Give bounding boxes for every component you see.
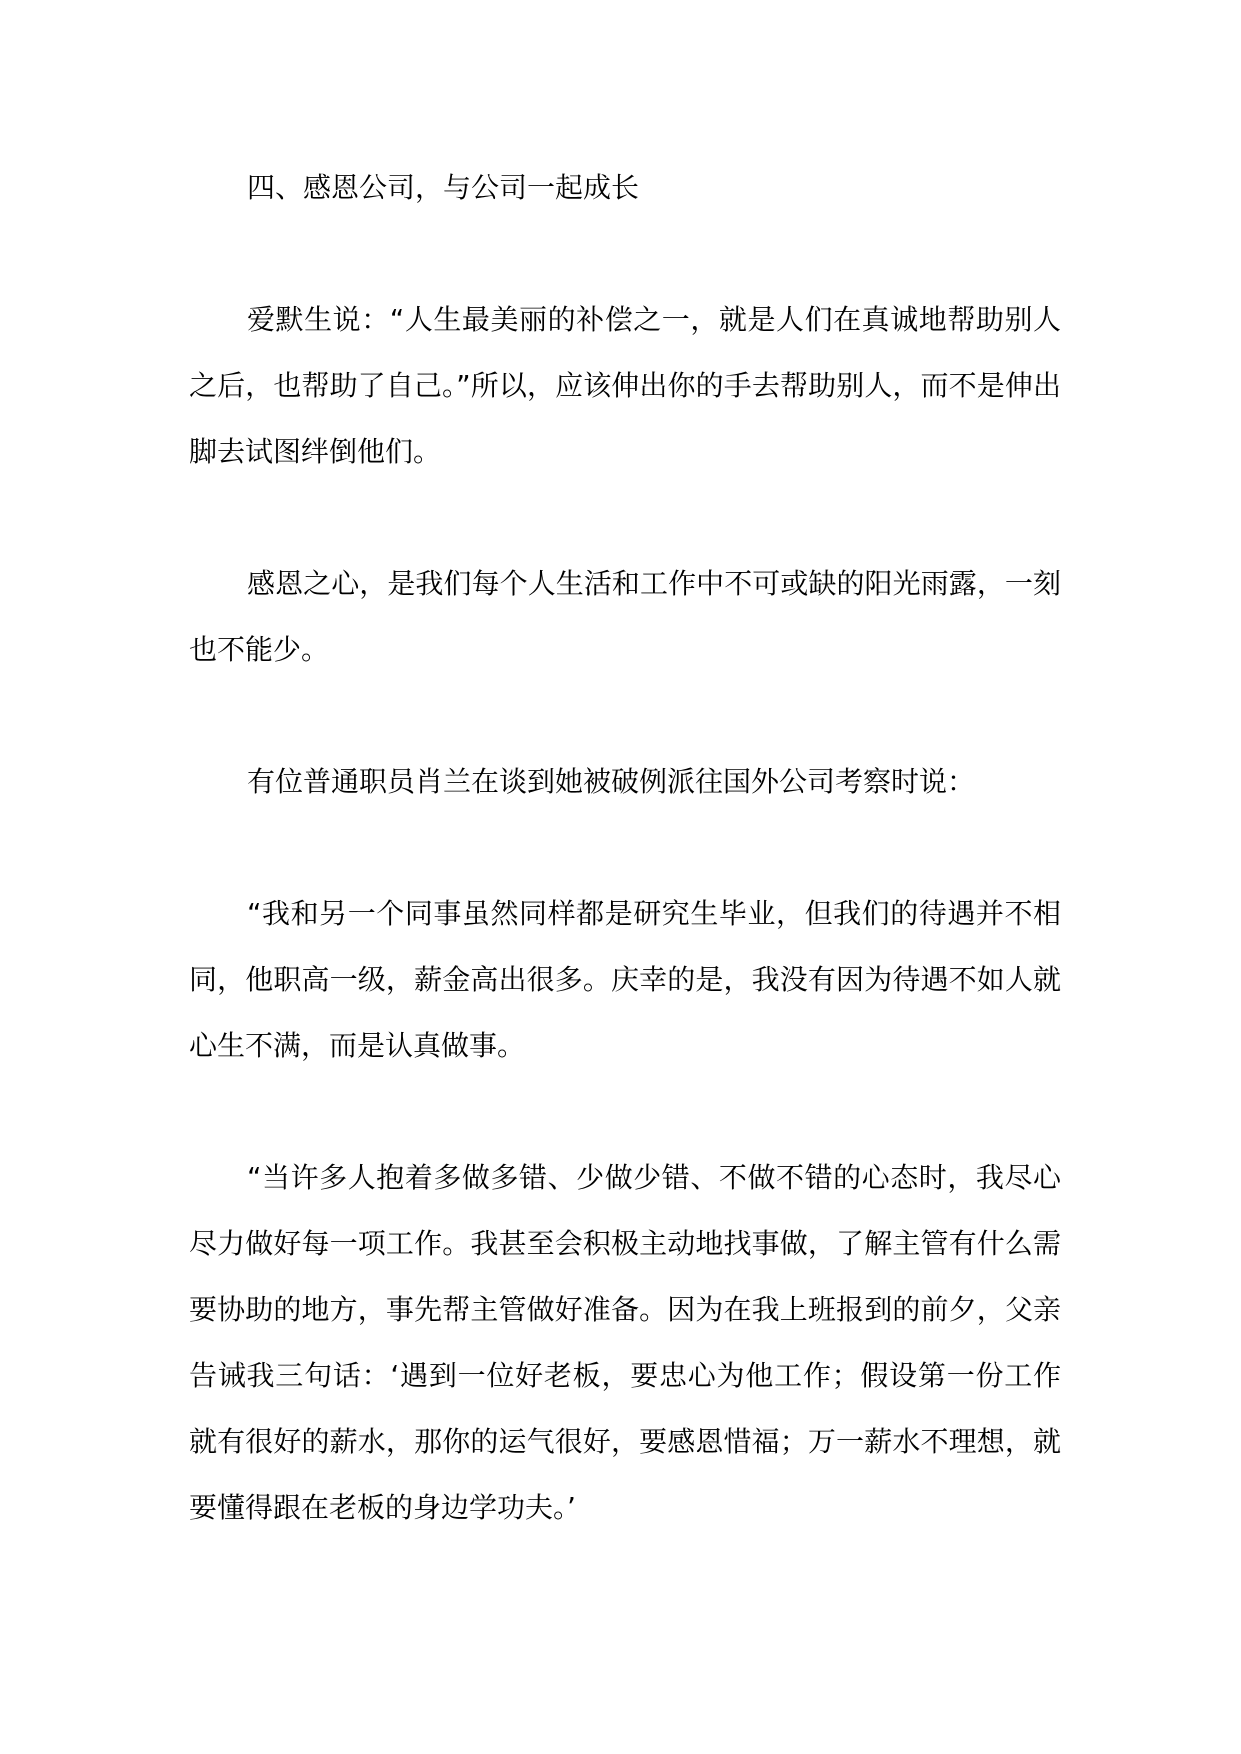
document-body	[189, 155, 1061, 1541]
paragraph-gratitude: 感恩之心，是我们每个人生活和工作中不可或缺的阳光雨露，一刻也不能少。	[189, 567, 1061, 666]
paragraph-emerson-quote: 爱默生说：“人生最美丽的补偿之一，就是人们在真诚地帮助别人之后，也帮助了自己。”所以，应该伸出你的手去帮助别人，而不是伸出脚去试图绊倒他们。	[189, 303, 1061, 468]
paragraph-xiaolan-intro: 有位普通职员肖兰在谈到她被破例派往国外公司考察时说：	[247, 765, 976, 798]
paragraph-xiaolan-quote-1: “我和另一个同事虽然同样都是研究生毕业，但我们的待遇并不相同，他职高一级，薪金高出很多。庆幸的是，我没有因为待遇不如人就心生不满，而是认真做事。	[189, 897, 1061, 1062]
paragraph-xiaolan-quote-2: “当许多人抱着多做多错、少做少错、不做不错的心态时，我尽心尽力做好每一项工作。我甚至会积极主动地找事做，了解主管有什么需要协助的地方，事先帮主管做好准备。因为在我上班报到的前夕，父亲告诫我三句话：‘遇到一位好老板，要忠心为他工作；假设第一份工作就有很好的薪水，那你的运气很好，要感恩惜福；万一薪水不理想，就要懂得跟在老板的身边学功夫。’	[189, 1161, 1061, 1524]
section-heading: 四、感恩公司，与公司一起成长	[247, 171, 640, 204]
